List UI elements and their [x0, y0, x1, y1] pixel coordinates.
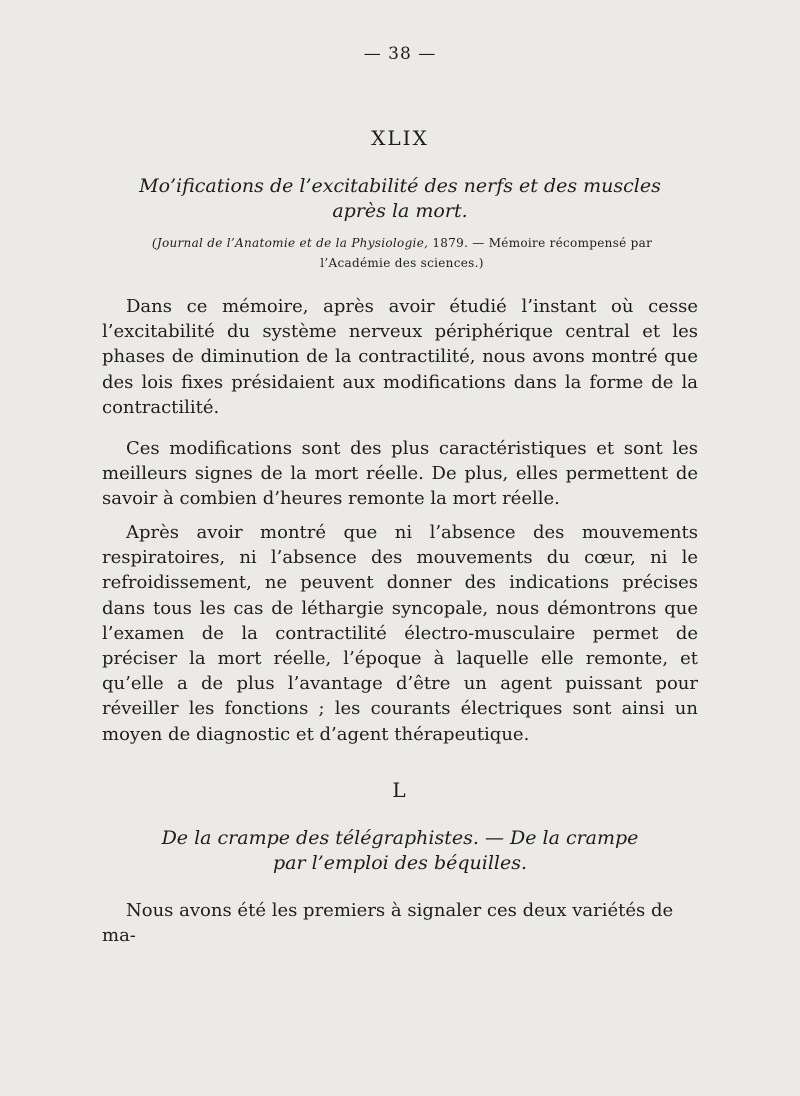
section-title-line: après la mort. — [332, 200, 468, 222]
paragraph: Dans ce mémoire, après avoir étudié l’instant où cesse l’excitabilité du système nerveux périphérique central et les phases de diminution de la contractilité, nous avons montré que des lois fixes présidaient aux modifications dans la forme de la contractilité. — [102, 296, 698, 418]
section-title-line: Mo’ifications de l’excitabilité des nerfs et des muscles — [139, 175, 661, 197]
paragraph: Ces modifications sont des plus caractéristiques et sont les meilleurs signes de la mort réelle. De plus, elles permettent de savoir à combien d’heures remonte la mort réelle. — [102, 438, 698, 510]
section-numeral-l: L — [392, 778, 408, 802]
paragraph: Nous avons été les premiers à signaler ces deux variétés de ma- — [102, 900, 674, 947]
section-title-line: par l’emploi des béquilles. — [272, 852, 528, 874]
section-title-l — [120, 826, 680, 876]
source-journal: (Journal de l’Anatomie et de la Physiologie, — [151, 236, 429, 250]
page-number: — 38 — — [363, 44, 437, 64]
section-title-line: De la crampe des télégraphistes. — De la crampe — [161, 827, 639, 849]
source-details: 1879. — Mémoire récompensé par l’Académie des sciences.) — [320, 236, 653, 270]
source-note — [128, 233, 676, 273]
section-numeral-xlix: XLIX — [371, 126, 429, 150]
section-title-xlix — [120, 174, 680, 224]
paragraph: Après avoir montré que ni l’absence des mouvements respiratoires, ni l’absence des mouvements du cœur, ni le refroidissement, ne peuvent donner des indications précises dans tous les cas de léthargie syncopale, nous démontrons que l’examen de la contractilité électro-musculaire permet de préciser la mort réelle, l’époque à laquelle elle remonte, et qu’elle a de plus l’avantage d’être un agent puissant pour réveiller les fonctions ; les courants électriques sont ainsi un moyen de diagnostic et d’agent thérapeutique. — [102, 522, 698, 745]
